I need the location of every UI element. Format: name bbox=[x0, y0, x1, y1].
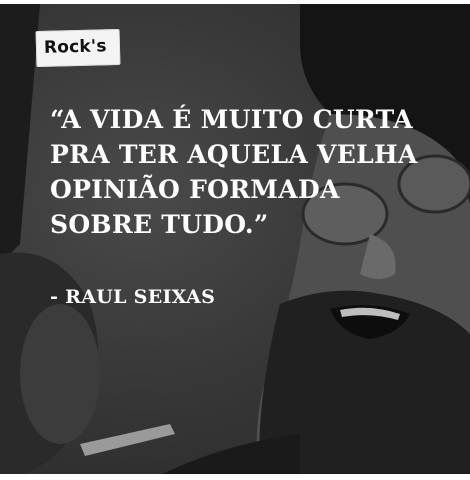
quote-author: - RAUL SEIXAS bbox=[50, 286, 216, 308]
portrait-silhouette bbox=[0, 4, 470, 480]
quote-line-4: SOBRE TUDO.” bbox=[50, 210, 269, 239]
rocks-logo bbox=[36, 29, 121, 67]
quote-line-2: PRA TER AQUELA VELHA bbox=[50, 140, 418, 169]
bottom-border bbox=[0, 474, 470, 480]
quote-line-3: OPINIÃO FORMADA bbox=[50, 175, 340, 204]
background-photo bbox=[0, 4, 470, 480]
mic-stand-highlight bbox=[80, 424, 175, 456]
left-shadow-shape bbox=[0, 4, 40, 264]
quote-line-1: “A VIDA É MUITO CURTA bbox=[50, 105, 413, 134]
rocks-logo-text: Rock's bbox=[43, 36, 107, 58]
microphone-head bbox=[20, 304, 100, 444]
quote-text bbox=[50, 102, 430, 242]
